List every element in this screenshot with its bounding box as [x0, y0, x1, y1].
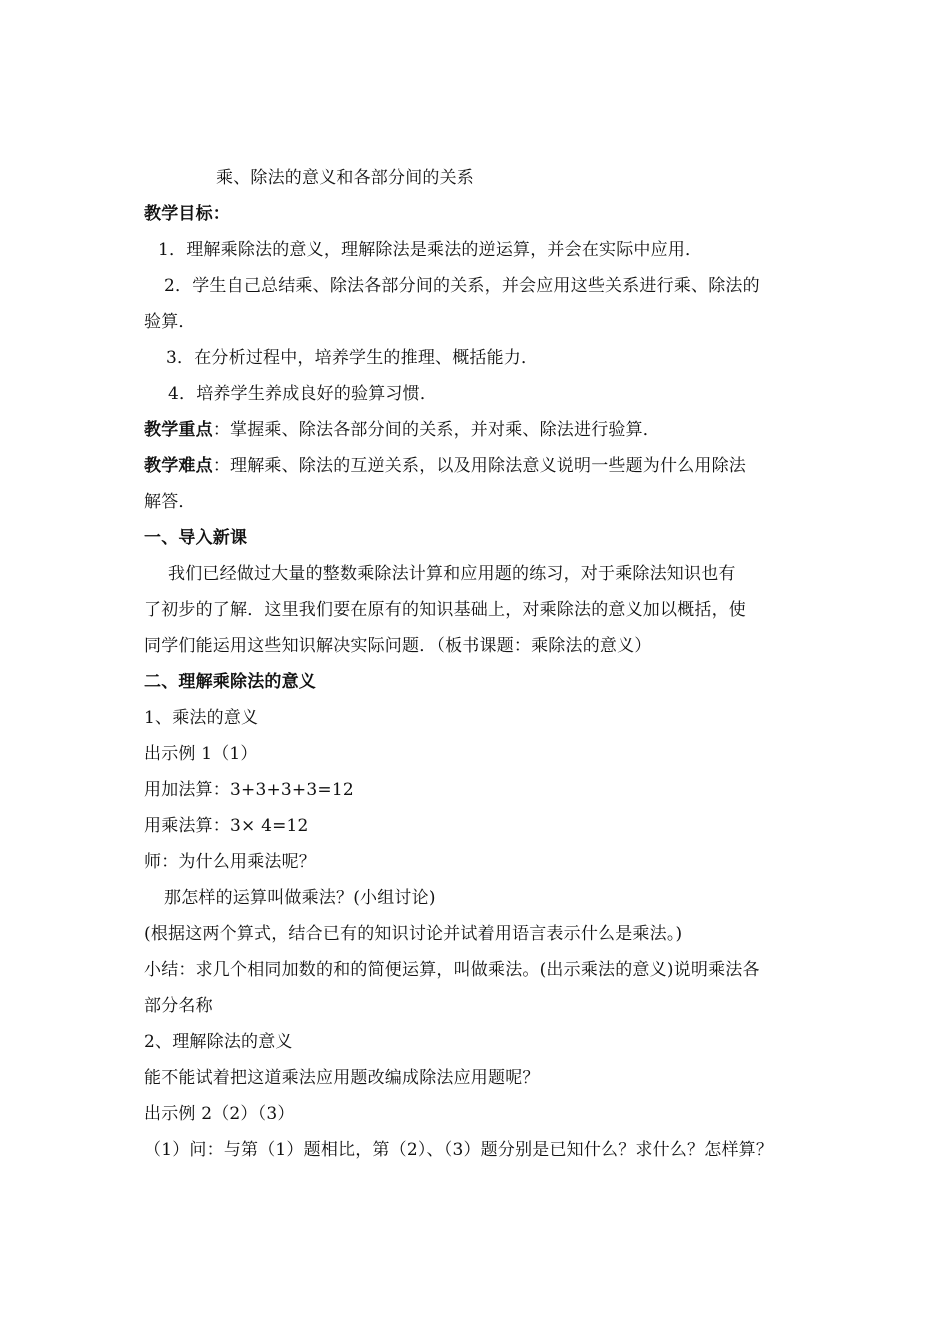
difficulty-label: 教学难点 [144, 456, 213, 476]
objective-4: 4．培养学生养成良好的验算习惯． [168, 384, 438, 404]
text-line: 出示例 1（1） [144, 744, 258, 764]
document-title: 乘、除法的意义和各部分间的关系 [216, 168, 474, 188]
section1-para-line-3: 同学们能运用这些知识解决实际问题．（板书课题：乘除法的意义） [144, 636, 652, 656]
difficulty [144, 448, 812, 484]
section1-para-line-1: 我们已经做过大量的整数乘除法计算和应用题的练习，对于乘除法知识也有 [168, 564, 736, 584]
key-point [144, 412, 812, 448]
key-point-text: ：掌握乘、除法各部分间的关系，并对乘、除法进行验算． [212, 420, 661, 440]
objective-3: 3．在分析过程中，培养学生的推理、概括能力． [166, 348, 539, 368]
section1-heading: 一、导入新课 [144, 528, 248, 548]
objectives-heading: 教学目标： [144, 204, 230, 224]
section2-heading: 二、理解乘除法的意义 [144, 672, 316, 692]
objective-2: 2．学生自己总结乘、除法各部分间的关系，并会应用这些关系进行乘、除法的 [164, 276, 760, 296]
text-line: 能不能试着把这道乘法应用题改编成除法应用题呢？ [144, 1068, 540, 1088]
text-line: 出示例 2（2）（3） [144, 1104, 295, 1124]
text-line: 小结：求几个相同加数的和的简便运算，叫做乘法。(出示乘法的意义)说明乘法各 [144, 960, 760, 980]
objective-2-continued: 验算． [144, 312, 196, 332]
text-line: 师：为什么用乘法呢？ [144, 852, 316, 872]
text-line: 用乘法算：3× 4=12 [144, 816, 309, 836]
objective-1: 1．理解乘除法的意义，理解除法是乘法的逆运算，并会在实际中应用． [158, 240, 703, 260]
document-body [144, 160, 812, 1168]
difficulty-text: ：理解乘、除法的互逆关系，以及用除法意义说明一些题为什么用除法 [212, 456, 747, 476]
key-point-label: 教学重点 [144, 420, 213, 440]
text-line: (根据这两个算式，结合已有的知识讨论并试着用语言表示什么是乘法。) [144, 924, 683, 944]
text-line: 部分名称 [144, 996, 213, 1016]
section1-para-line-2: 了初步的了解．这里我们要在原有的知识基础上，对乘除法的意义加以概括，使 [144, 600, 746, 620]
text-line: 用加法算：3+3+3+3=12 [144, 780, 354, 800]
text-line: 2、理解除法的意义 [144, 1032, 293, 1052]
difficulty-continued: 解答． [144, 492, 196, 512]
text-line: 那怎样的运算叫做乘法？(小组讨论) [164, 888, 436, 908]
text-line: 1、乘法的意义 [144, 708, 259, 728]
text-line: （1）问：与第（1）题相比，第（2）、（3）题分别是已知什么？求什么？怎样算？ [144, 1140, 774, 1160]
